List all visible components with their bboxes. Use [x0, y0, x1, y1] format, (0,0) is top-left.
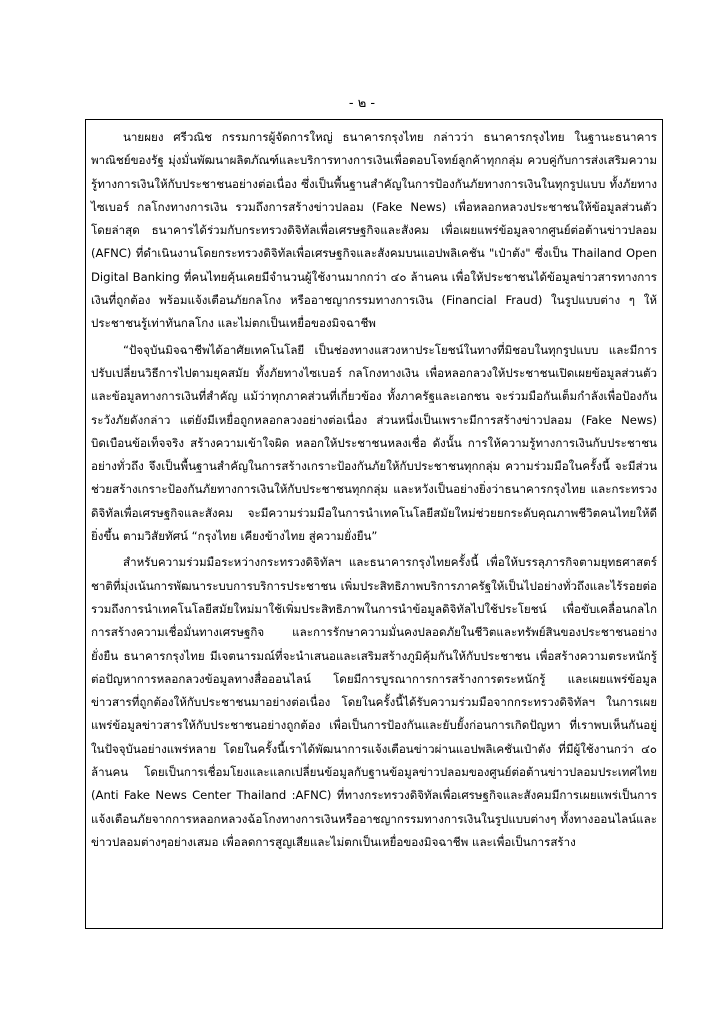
paragraph-2: “ปัจจุบันมิจฉาชีพได้อาศัยเทคโนโลยี เป็นช่องทางแสวงหาประโยชน์ในทางที่มิชอบในทุกรูปแบบ และมีการปรับเปลี่ยนวิธีการไปตามยุคสมัย ทั้งภัยทางไซเบอร์ กลโกงทางเงิน เพื่อหลอกลวงให้ประชาชนเปิดเผยข้อมูลส่วนตัว และข้อมูลทางการเงินที่สำคัญ แม้ว่าทุกภาคส่วนที่เกี่ยวข้อง ทั้งภาครัฐและเอกชน จะร่วมมือกันเต็มกำลังเพื่อป้องกันระวังภัยดังกล่าว แต่ยังมีเหยื่อถูกหลอกลวงอย่างต่อเนื่อง ส่วนหนึ่งเป็นเพราะมีการสร้างข่าวปลอม (Fake News) บิดเบือนข้อเท็จจริง สร้างความเข้าใจผิด หลอกให้ประชาชนหลงเชื่อ ดังนั้น การให้ความรู้ทางการเงินกับประชาชนอย่างทั่วถึง จึงเป็นพื้นฐานสำคัญในการสร้างเกราะป้องกันภัยให้กับประชาชนทุกกลุ่ม ความร่วมมือในครั้งนี้ จะมีส่วนช่วยสร้างเกราะป้องกันภัยทางการเงินให้กับประชาชนทุกกลุ่ม และหวังเป็นอย่างยิ่งว่าธนาคารกรุงไทย และกระทรวงดิจิทัลเพื่อเศรษฐกิจและสังคม จะมีความร่วมมือในการนำเทคโนโลยีสมัยใหม่ช่วยยกระดับคุณภาพชีวิตคนไทยให้ดียิ่งขึ้น ตามวิสัยทัศน์ “กรุงไทย เคียงข้างไทย สู่ความยั่งยืน” — [91, 342, 657, 544]
document-body — [91, 126, 657, 854]
page-number: - ๒ - — [348, 96, 376, 111]
paragraph-3: สำหรับความร่วมมือระหว่างกระทรวงดิจิทัลฯ และธนาคารกรุงไทยครั้งนี้ เพื่อให้บรรลุภารกิจตามยุทธศาสตร์ชาติที่มุ่งเน้นการพัฒนาระบบการบริการประชาชน เพิ่มประสิทธิภาพบริการภาครัฐให้เป็นไปอย่างทั่วถึงและไร้รอยต่อ รวมถึงการนำเทคโนโลยีสมัยใหม่มาใช้เพิ่มประสิทธิภาพในการนำข้อมูลดิจิทัลไปใช้ประโยชน์ เพื่อขับเคลื่อนกลไกการสร้างความเชื่อมั่นทางเศรษฐกิจ และการรักษาความมั่นคงปลอดภัยในชีวิตและทรัพย์สินของประชาชนอย่างยั่งยืน ธนาคารกรุงไทย มีเจตนารมณ์ที่จะนำเสนอและเสริมสร้างภูมิคุ้มกันให้กับประชาชน เพื่อสร้างความตระหนักรู้ต่อปัญหาการหลอกลวงข้อมูลทางสื่อออนไลน์ โดยมีการบูรณาการการสร้างการตระหนักรู้ และเผยแพร่ข้อมูลข่าวสารที่ถูกต้องให้กับประชาชนมาอย่างต่อเนื่อง โดยในครั้งนี้ได้รับความร่วมมือจากกระทรวงดิจิทัลฯ ในการเผยแพร่ข้อมูลข่าวสารให้กับประชาชนอย่างถูกต้อง เพื่อเป็นการป้องกันและยับยั้งก่อนการเกิดปัญหา ที่เราพบเห็นกันอยู่ในปัจจุบันอย่างแพร่หลาย โดยในครั้งนี้เราได้พัฒนาการแจ้งเตือนข่าวผ่านแอปพลิเคชันเป๋าตัง ที่มีผู้ใช้งานกว่า ๔๐ ล้านคน โดยเป็นการเชื่อมโยงและแลกเปลี่ยนข้อมูลกับฐานข้อมูลข่าวปลอมของศูนย์ต่อต้านข่าวปลอมประเทศไทย (Anti Fake News Center Thailand :AFNC) ที่ทางกระทรวงดิจิทัลเพื่อเศรษฐกิจและสังคมมีการเผยแพร่เป็นการแจ้งเตือนภัยจากการหลอกหลวงฉ้อโกงทางการเงินหรืออาชญากรรมทางการเงินในรูปแบบต่างๆ ทั้งทางออนไลน์และข่าวปลอมต่างๆอย่างเสมอ เพื่อลดการสูญเสียและไม่ตกเป็นเหยื่อของมิจฉาชีพ และเพื่อเป็นการสร้าง — [91, 555, 657, 849]
document-frame — [85, 119, 663, 929]
paragraph-1: นายผยง ศรีวณิช กรรมการผู้จัดการใหญ่ ธนาคารกรุงไทย กล่าวว่า ธนาคารกรุงไทย ในฐานะธนาคารพาณิชย์ของรัฐ มุ่งมั่นพัฒนาผลิตภัณฑ์และบริการทางการเงินเพื่อตอบโจทย์ลูกค้าทุกกลุ่ม ควบคู่กับการส่งเสริมความรู้ทางการเงินให้กับประชาชนอย่างต่อเนื่อง ซึ่งเป็นพื้นฐานสำคัญในการป้องกันภัยทางการเงินในทุกรูปแบบ ทั้งภัยทางไซเบอร์ กลโกงทางการเงิน รวมถึงการสร้างข่าวปลอม (Fake News) เพื่อหลอกหลวงประชาชนให้ข้อมูลส่วนตัว โดยล่าสุด ธนาคารได้ร่วมกับกระทรวงดิจิทัลเพื่อเศรษฐกิจและสังคม เพื่อเผยแพร่ข้อมูลจากศูนย์ต่อต้านข่าวปลอม (AFNC) ที่ดำเนินงานโดยกระทรวงดิจิทัลเพื่อเศรษฐกิจและสังคมบนแอปพลิเคชัน "เป๋าตัง" ซึ่งเป็น Thailand Open Digital Banking ที่คนไทยคุ้นเคยมีจำนวนผู้ใช้งานมากกว่า ๔๐ ล้านคน เพื่อให้ประชาชนได้ข้อมูลข่าวสารทางการเงินที่ถูกต้อง พร้อมแจ้งเตือนภัยกลโกง หรืออาชญากรรมทางการเงิน (Financial Fraud) ในรูปแบบต่าง ๆ ให้ประชาชนรู้เท่าทันกลโกง และไม่ตกเป็นเหยื่อของมิจฉาชีพ — [91, 130, 657, 331]
